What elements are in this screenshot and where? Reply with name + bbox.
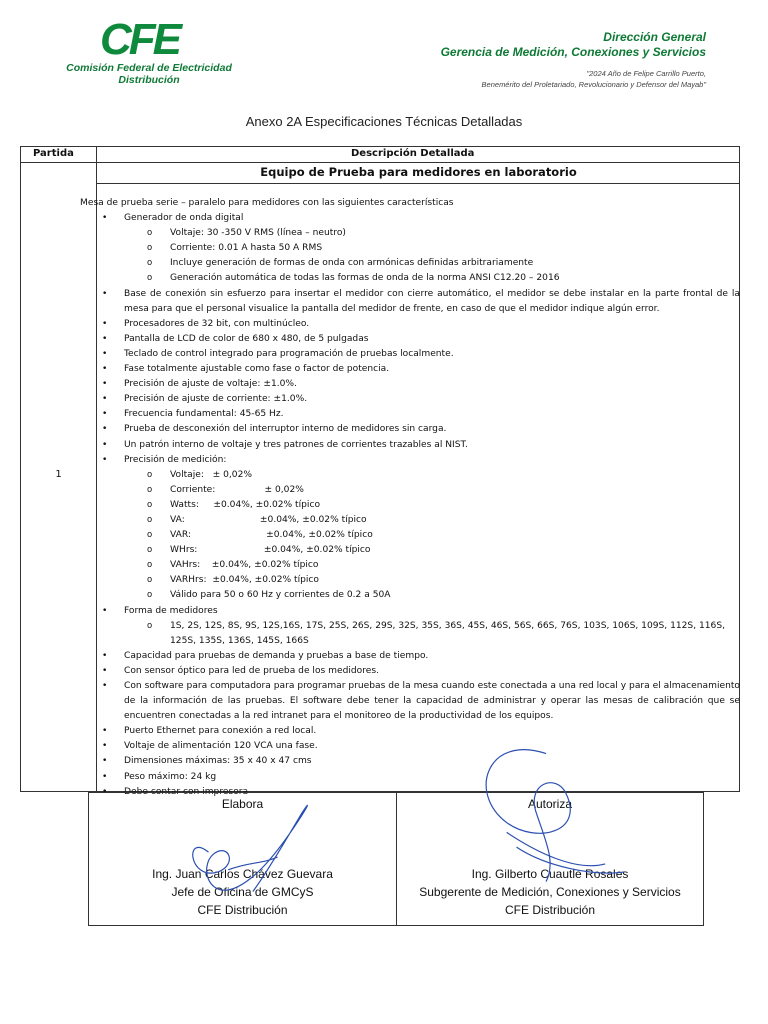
spec-item: • Forma de medidores <box>80 604 740 619</box>
table-header-row <box>21 147 739 163</box>
spec-item: • Capacidad para pruebas de demanda y pruebas a base de tiempo. <box>80 649 740 664</box>
spec-subitem: o Generación automática de todas las formas de onda de la norma ANSI C12.20 – 2016 <box>80 271 740 286</box>
header-right <box>441 30 706 90</box>
signature-box-autoriza <box>396 792 704 926</box>
spec-item: • Dimensiones máximas: 35 x 40 x 47 cms <box>80 754 740 769</box>
spec-intro: Mesa de prueba serie – paralelo para medidores con las siguientes características <box>80 198 454 208</box>
spec-item: • Procesadores de 32 bit, con multinúcleo. <box>80 317 740 332</box>
page-title: Anexo 2A Especificaciones Técnicas Detalladas <box>245 114 523 129</box>
spec-item: • Con software para computadora para programar pruebas de la mesa cuando este conectada a una red local y para el almacenamiento de la información de las pruebas. El software debe tener la capacidad de administrar y operar las mesas de calibración que se encuentren conectadas a la red intranet para el monitoreo de la productividad de los equipos. <box>80 679 740 724</box>
spec-item: • Con sensor óptico para led de prueba de los medidores. <box>80 664 740 679</box>
spec-item: • Pantalla de LCD de color de 680 x 480, de 5 pulgadas <box>80 332 740 347</box>
org-name-line1: Comisión Federal de Electricidad <box>66 62 232 74</box>
cfe-logo: CFE <box>100 15 179 64</box>
motto-line1: "2024 Año de Felipe Carrillo Puerto, <box>586 69 706 78</box>
spec-subitem: o Incluye generación de formas de onda con armónicas definidas arbitrariamente <box>80 256 740 271</box>
autoriza-signer <box>397 865 703 919</box>
spec-subitem: o 1S, 2S, 12S, 8S, 9S, 12S,16S, 17S, 25S, 26S, 29S, 32S, 35S, 36S, 45S, 46S, 56S, 66S, 76S, 103S, 106S, 109S, 112S, 116S, 125S, 135S, 136S, 145S, 166S <box>80 619 740 649</box>
autoriza-org: CFE Distribución <box>504 903 596 917</box>
spec-subitem: o Watts: ±0.04%, ±0.02% típico <box>80 498 740 513</box>
spec-item: • Debe contar con impresora <box>80 785 740 800</box>
table-subheader: Equipo de Prueba para medidores en laboratorio <box>97 162 740 184</box>
spec-item: • Precisión de medición: <box>80 453 740 468</box>
spec-subitem: o Válido para 50 o 60 Hz y corrientes de 0.2 a 50A <box>80 588 740 603</box>
spec-subitem: o WHrs: ±0.04%, ±0.02% típico <box>80 543 740 558</box>
spec-item: • Prueba de desconexión del interruptor interno de medidores sin carga. <box>80 422 740 437</box>
elabora-role: Jefe de Oficina de GMCyS <box>171 885 314 899</box>
motto-line2: Benemérito del Proletariado, Revolucionario y Defensor del Mayab" <box>481 80 706 89</box>
direccion-general: Dirección General <box>603 30 706 44</box>
org-name <box>66 62 232 86</box>
spec-item: • Voltaje de alimentación 120 VCA una fase. <box>80 739 740 754</box>
spec-subitem: o VA: ±0.04%, ±0.02% típico <box>80 513 740 528</box>
spec-item: • Puerto Ethernet para conexión a red local. <box>80 724 740 739</box>
elabora-signer <box>89 865 396 919</box>
org-name-line2: Distribución <box>118 74 180 86</box>
col-partida-header: Partida <box>33 148 74 159</box>
spec-item: • Peso máximo: 24 kg <box>80 770 740 785</box>
spec-subitem: o VAHrs: ±0.04%, ±0.02% típico <box>80 558 740 573</box>
spec-subitem: o VAR: ±0.04%, ±0.02% típico <box>80 528 740 543</box>
spec-subitem: o Voltaje: ± 0,02% <box>80 468 740 483</box>
col-descripcion-header: Descripción Detallada <box>351 148 475 159</box>
spec-list <box>80 211 740 800</box>
spec-item: • Generador de onda digital <box>80 211 740 226</box>
spec-item: • Un patrón interno de voltaje y tres patrones de corrientes trazables al NIST. <box>80 438 740 453</box>
spec-item: • Fase totalmente ajustable como fase o factor de potencia. <box>80 362 740 377</box>
autoriza-name: Ing. Gilberto Cuautle Rosales <box>471 867 629 881</box>
signature-box-elabora <box>88 792 397 926</box>
elabora-name: Ing. Juan Carlos Chávez Guevara <box>152 867 333 881</box>
spec-item: • Teclado de control integrado para programación de pruebas localmente. <box>80 347 740 362</box>
spec-subitem: o Corriente: 0.01 A hasta 50 A RMS <box>80 241 740 256</box>
partida-number: 1 <box>55 469 62 480</box>
spec-item: • Precisión de ajuste de voltaje: ±1.0%. <box>80 377 740 392</box>
elabora-org: CFE Distribución <box>197 903 288 917</box>
spec-item: • Frecuencia fundamental: 45-65 Hz. <box>80 407 740 422</box>
spec-subitem: o VARHrs: ±0.04%, ±0.02% típico <box>80 573 740 588</box>
spec-subitem: o Voltaje: 30 -350 V RMS (línea – neutro) <box>80 226 740 241</box>
elabora-heading: Elabora <box>221 797 264 811</box>
spec-item: • Base de conexión sin esfuerzo para insertar el medidor con cierre automático, el medidor se debe instalar en la parte frontal de la mesa para que el personal visualice la pantalla del medidor de frente, en caso de que el medidor indique algún error. <box>80 287 740 317</box>
motto <box>441 68 706 90</box>
spec-content <box>80 196 740 800</box>
spec-item: • Precisión de ajuste de corriente: ±1.0%. <box>80 392 740 407</box>
gerencia: Gerencia de Medición, Conexiones y Servicios <box>440 45 706 59</box>
autoriza-heading: Autoriza <box>527 797 573 811</box>
autoriza-role: Subgerente de Medición, Conexiones y Servicios <box>419 885 681 899</box>
spec-subitem: o Corriente: ± 0,02% <box>80 483 740 498</box>
